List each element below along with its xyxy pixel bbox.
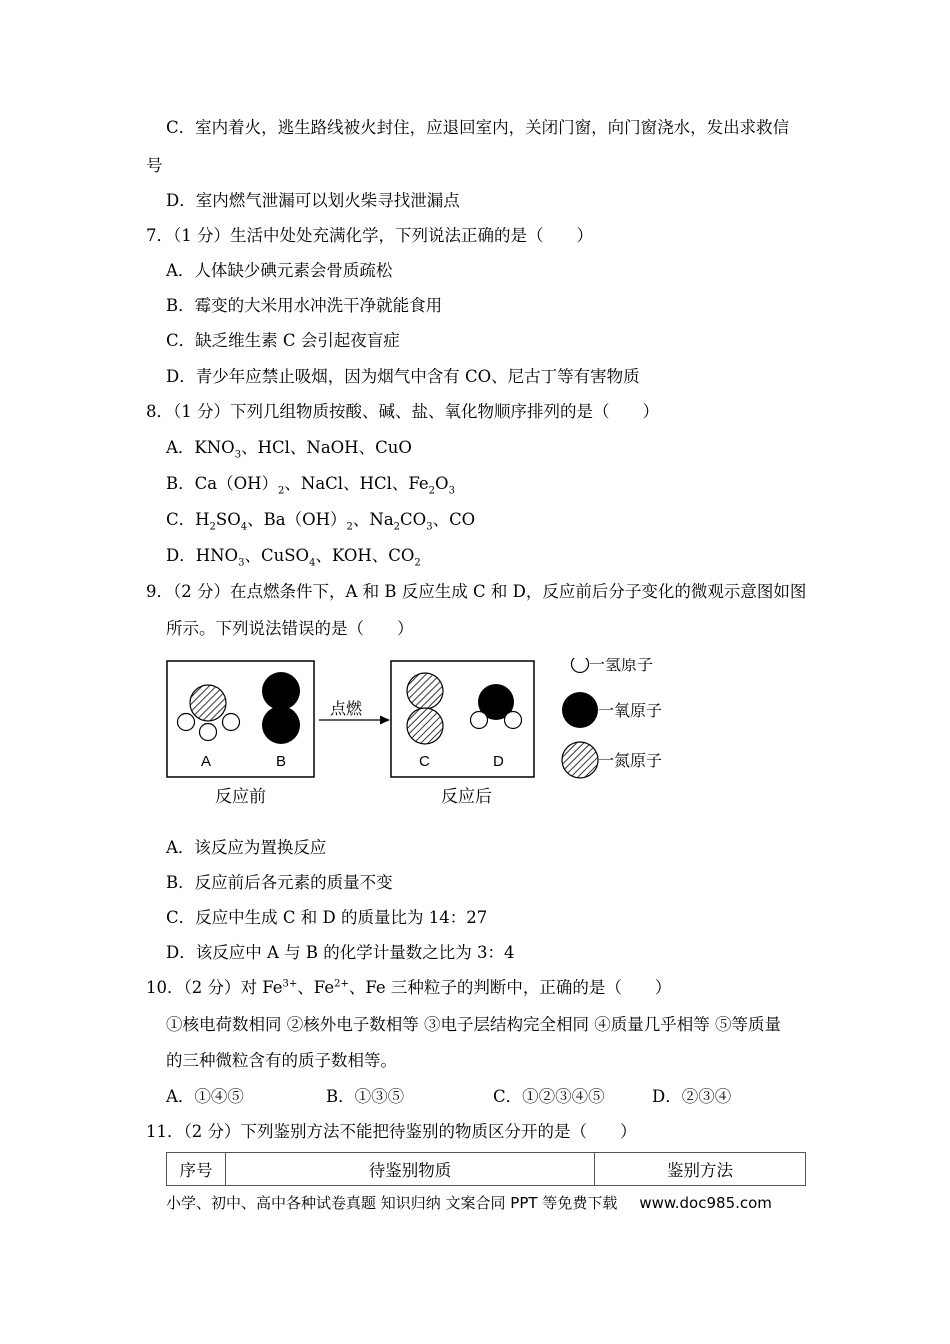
q8-option-b: B．$Ca(OH)_2$、NaCl、HCl、$Fe_2O_3$ [166,474,455,497]
hydrogen-atom [505,712,522,729]
q10-option-a: A．①④⑤ [166,1087,244,1106]
q9-option-b: B．反应前后各元素的质量不变 [166,873,393,892]
reaction-diagram [166,658,686,818]
q8-option-d: D．$HNO_3$、CuSO$_4$、KOH、$CO_2$ [166,546,421,569]
caption-after: 反应后 [441,787,492,807]
label-a: A [201,753,212,770]
caption-before: 反应前 [215,787,266,807]
q10-statements-line1: ①核电荷数相同 ②核外电子数相等 ③电子层结构完全相同 ④质量几乎相等 ⑤等质量 [166,1015,781,1034]
q9-option-c: C．反应中生成 C 和 D 的质量比为 14：27 [166,908,488,927]
hydrogen-atom [223,714,240,731]
arrow-label: 点燃 [330,699,363,718]
q7-option-d: D．青少年应禁止吸烟，因为烟气中含有 CO、尼古丁等有害物质 [166,367,640,386]
q8-option-a: A．$KNO_3$、HCl、NaOH、CuO [166,438,412,461]
label-b: B [276,753,287,770]
legend-oxygen-icon [562,692,598,728]
legend-nitrogen-icon [562,742,598,778]
oxygen-atom [262,672,300,710]
table-header-row [167,1153,806,1186]
q7-option-c: C．缺乏维生素 C 会引起夜盲症 [166,331,400,350]
nitrogen-atom [407,673,443,709]
label-c: C [419,753,430,770]
arrow-head [380,716,390,725]
legend-nitrogen-label: 一氮原子 [598,751,663,770]
reaction-diagram-svg [166,658,686,818]
footer-site-link[interactable]: www.doc985.com [639,1194,772,1212]
q7-option-a: A．人体缺少碘元素会骨质疏松 [166,261,393,280]
footer-text: 小学、初中、高中各种试卷真题 知识归纳 文案合同 PPT 等免费下载 [166,1194,618,1212]
q6-option-d: D．室内燃气泄漏可以划火柴寻找泄漏点 [166,191,460,210]
q10-option-c: C．①②③④⑤ [493,1087,605,1106]
q11-stem: 11．（2 分）下列鉴别方法不能把待鉴别的物质区分开的是（ ） [146,1122,637,1141]
q10-statements-line2: 的三种微粒含有的质子数相等。 [166,1051,397,1070]
hydrogen-atom [200,724,217,741]
q10-stem: 10．（2 分）对 $Fe^{3+}$、$Fe^{2+}$、Fe 三种粒子的判断中，正确的是（ ） [146,978,672,997]
q6-option-c-line1: C．室内着火，逃生路线被火封住，应退回室内，关闭门窗，向门窗浇水，发出求救信 [166,118,790,137]
legend-hydrogen-label: 一氢原子 [589,658,654,674]
q8-option-c: C．$H_2SO_4$、$Ba(OH)_2$、$Na_2CO_3$、CO [166,510,476,533]
table-header-cell: 鉴别方法 [595,1153,806,1186]
table-header-cell: 序号 [167,1153,226,1186]
nitrogen-atom [407,708,443,744]
q11-table [166,1152,806,1186]
page-footer [166,1192,772,1213]
q9-option-d: D．该反应中 A 与 B 的化学计量数之比为 3：4 [166,943,515,962]
legend-hydrogen-icon [572,658,589,673]
hydrogen-atom [178,714,195,731]
q10-option-b: B．①③⑤ [326,1087,405,1106]
q7-option-b: B．霉变的大米用水冲洗干净就能食用 [166,296,443,315]
q9-stem-line2: 所示。下列说法错误的是（ ） [166,619,414,638]
label-d: D [493,753,504,770]
q10-option-d: D．②③④ [652,1087,732,1106]
q6-option-c-line2: 号 [146,156,163,175]
hydrogen-atom [471,712,488,729]
nitrogen-atom [190,685,226,721]
table-header-cell: 待鉴别物质 [226,1153,595,1186]
q8-stem: 8．（1 分）下列几组物质按酸、碱、盐、氧化物顺序排列的是（ ） [146,402,659,421]
oxygen-atom [262,706,300,744]
legend-oxygen-label: 一氧原子 [598,701,663,720]
q7-stem: 7．（1 分）生活中处处充满化学，下列说法正确的是（ ） [146,226,593,245]
q9-stem-line1: 9．（2 分）在点燃条件下，A 和 B 反应生成 C 和 D，反应前后分子变化的微观示意图如图 [146,582,807,601]
q9-option-a: A．该反应为置换反应 [166,838,327,857]
